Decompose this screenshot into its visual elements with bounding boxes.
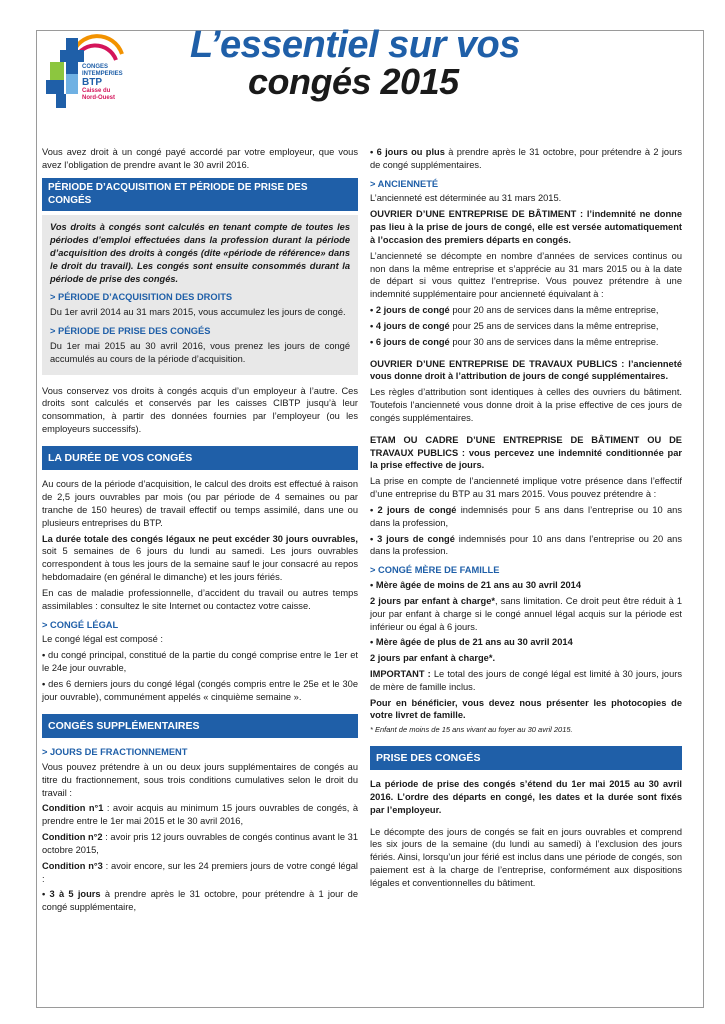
h-fractionnement: > JOURS DE FRACTIONNEMENT [42,746,358,759]
cond2-text: : avoir pris 12 jours ouvrables de congés continus avant le 31 octobre 2015, [42,832,358,855]
intro: Vous avez droit à un congé payé accordé par votre employeur, que vous avez l’obligation de prendre avant le 30 avril 2016. [42,147,358,170]
mere-important [370,668,682,694]
anc-e1-text: indemnisés pour 5 ans dans l’entreprise ou 10 ans dans la profession, [370,504,682,528]
anc-p1: L’ancienneté est déterminée au 31 mars 2015. [370,193,562,204]
anc-i1-bold: 2 jours de congé [375,305,450,316]
left-column [42,146,358,917]
title-line1: L’essentiel sur vos [190,24,520,66]
anc-etam-text: La prise en compte de l’ancienneté implique votre présence dans l’effectif d’une entreprise du BTP au 31 mars 2015. Vous pouvez prétendre à : [370,476,682,500]
prise-text: Du 1er mai 2015 au 30 avril 2016, vous prenez les jours de congé accumulés au cours de la période d’acquisition. [50,340,350,364]
brand-sub1: Caisse du [82,88,111,95]
anc-e2 [370,533,682,559]
h-conge-legal: > CONGÉ LÉGAL [42,619,358,632]
anc-bat-text: L’ancienneté se décompte en nombre d’années de services continus ou non dans la même entreprise et s’apprécie au 31 mars 2015 ou à la date de départ si vous quittez l’entreprise. Vous pouvez prétendre à une indemnité supplémentaire pour ancienneté équivalant à : [370,250,682,300]
duree-p2 [42,533,358,584]
anc-i2 [370,320,682,333]
bar-periodes: PÉRIODE D’ACQUISITION ET PÉRIODE DE PRISE DES CONGÉS [42,178,358,212]
b6 [370,146,682,172]
mere-m1: • Mère âgée de moins de 21 ans au 30 avril 2014 [370,579,682,592]
b35-text: à prendre après le 31 octobre, pour prétendre à 1 jour de congé supplémentaire, [42,889,358,913]
mere-m2p: 2 jours par enfant à charge*. [370,653,496,664]
anc-bat-bold: OUVRIER D’UNE ENTREPRISE DE BÂTIMENT : l’indemnité ne donne pas lieu à la prise de jours de congé, elle est versée automatiquement à l’occasion des premiers départs en congés. [370,209,682,245]
b35-bold: 3 à 5 jours [49,889,101,900]
anc-i3-bold: 6 jours de congé [375,336,450,347]
anc-i3-text: pour 30 ans de services dans la même entreprise. [449,336,659,347]
brand-btp: BTP [82,77,102,89]
page-title [190,26,520,100]
duree-p2-rest: soit 5 semaines de 6 jours du lundi au samedi. Les jours ouvrables correspondent à tous les jours de la semaine sauf le jour consacré au repos hebdomadaire (en général le dimanche) et les jours fériés. [42,546,358,583]
bar-supplementaires: CONGÉS SUPPLÉMENTAIRES [42,714,358,738]
prise-p1: La période de prise des congés s’étend du 1er mai 2015 au 30 avril 2016. L’ordre des départs en congé, les dates et la durée sont fixés par l’employeur. [370,779,682,815]
cond1-label: Condition n°1 [42,803,104,814]
mere-m2: • Mère âgée de plus de 21 ans au 30 avril 2014 [370,636,682,649]
mere-m1p-text: , sans limitation. Ce droit peut être réduit à 1 jour par enfant à charge si le congé annuel légal acquis sur la période est inférieur ou égal à 6 jours. [370,595,682,632]
mere-imp-bold: IMPORTANT : [370,668,431,679]
anc-e2-text: indemnisés pour 10 ans dans l’entreprise ou 20 ans dans la profession. [370,533,682,557]
mere-beneficier: Pour en bénéficier, vous devez nous présenter les photocopies de votre livret de famille. [370,697,682,721]
mere-m1p-bold: 2 jours par enfant à charge* [370,595,495,606]
anc-i2-text: pour 25 ans de services dans la même entreprise, [449,320,659,331]
prise-p2: Le décompte des jours de congés se fait en jours ouvrables et comprend les six jours de la semaine (du lundi au samedi) à l’exclusion des jours fériés. Ainsi, lorsqu’un jour férié est inclus dans une période de congés, son paiement est à la charge de l’entreprise, conformément aux dispositions légales et conventionnelles du bâtiment. [370,826,682,888]
cond3-text: : avoir encore, sur les 24 premiers jours de votre congé légal : [42,860,358,884]
anc-e1 [370,504,682,530]
duree-p1: Au cours de la période d’acquisition, le calcul des droits est effectué à raison de 2,5 jours ouvrables par mois (ou par période de 4 semaines ou par tranche de 150 heures) de travail effectif ou temps assimilé, dans une ou plusieurs entreprises du BTP. [42,479,358,528]
bar-prise: PRISE DES CONGÉS [370,746,682,770]
anc-e2-bold: 3 jours de congé [377,533,455,544]
mere-imp-text: Le total des jours de congé légal est limité à 30 jours, jours de mère de famille inclus. [370,668,682,692]
acquisition-text: Du 1er avril 2014 au 31 mars 2015, vous accumulez les jours de congé. [50,307,346,318]
duree-p2-bold: La durée totale des congés légaux ne peut excéder 30 jours ouvrables, [42,533,358,544]
cond2 [42,831,358,857]
anc-tp-text: Les règles d’attribution sont identiques à celles des ouvriers du bâtiment. Toutefois l’ancienneté vous donne droit à la prise effective de ces jours de congés supplémentaires. [370,387,682,423]
brand-sub2: Nord-Ouest [82,94,115,101]
h-prise: > PÉRIODE DE PRISE DES CONGÉS [50,325,350,338]
b6-text: à prendre après le 31 octobre, pour prétendre à 2 jours de congé supplémentaires. [370,147,682,170]
legal-b2: • des 6 derniers jours du congé légal (congés compris entre le 25e et le 30e jour ouvrable), communément appelés « cinquième semaine ». [42,678,358,704]
bar-duree: LA DURÉE DE VOS CONGÉS [42,446,358,470]
anc-e1-bold: 2 jours de congé [377,504,457,515]
cond3-label: Condition n°3 [42,860,103,871]
box-p1: Vos droits à congés sont calculés en tenant compte de toutes les périodes d’emploi effectuées dans la profession durant la période d’acquisition des droits à congés (dite «période de référence» dans le droit du travail). Les congés sont ensuite consommés durant la période de prise des congés. [50,222,350,284]
h-anciennete: > ANCIENNETÉ [370,178,682,191]
mere-note: * Enfant de moins de 15 ans vivant au foyer au 30 avril 2015. [370,725,573,735]
anc-tp-bold: OUVRIER D’UNE ENTREPRISE DE TRAVAUX PUBLICS : l’ancienneté vous donne droit à l’attribution de jours de congé supplémentaires. [370,358,682,382]
b35 [42,888,358,914]
duree-p3: En cas de maladie professionnelle, d’accident du travail ou autres temps assimilables : consultez le site Internet ou contactez votre caisse. [42,587,358,611]
cond3 [42,860,358,886]
conservez-text: Vous conservez vos droits à congés acquis d’un employeur à l’autre. Ces droits sont calculés et conservés par les caisses CIBTP jusqu’à leur consommation, à partir des données fournies par l’employeur (ou les employeurs successifs). [42,385,358,435]
brand-text [82,64,123,101]
brand-line1: CONGES [82,64,109,70]
h-mere-famille: > CONGÉ MÈRE DE FAMILLE [370,564,682,577]
cond2-label: Condition n°2 [42,832,103,843]
anc-i3 [370,336,682,349]
anc-etam-bold: ETAM OU CADRE D’UNE ENTREPRISE DE BÂTIMENT OU DE TRAVAUX PUBLICS : vous percevez une indemnité conditionnée par la prise effective de jours. [370,434,682,471]
legal-b1: • du congé principal, constitué de la partie du congé comprise entre le 1er et le 24e jour ouvrable, [42,649,358,675]
anc-i1-text: pour 20 ans de services dans la même entreprise, [449,305,659,316]
periodes-box [42,215,358,374]
b6-bold: 6 jours ou plus [376,147,445,157]
cond1-text: : avoir acquis au minimum 15 jours ouvrables de congés, à prendre entre le 1er mai 2015 et le 30 avril 2016, [42,803,358,827]
legal-intro: Le congé légal est composé : [42,634,163,645]
mere-m1p [370,595,682,633]
h-acquisition: > PÉRIODE D’ACQUISITION DES DROITS [50,291,350,304]
brand-line2: INTEMPERIES [82,70,123,77]
title-line2: congés 2015 [248,61,459,102]
anc-i2-bold: 4 jours de congé [375,320,450,331]
frac-p: Vous pouvez prétendre à un ou deux jours supplémentaires de congés au titre du fractionnement, sous trois conditions cumulatives selon le droit du travail : [42,761,358,798]
right-column [370,146,682,893]
anc-i1 [370,304,682,317]
cond1 [42,802,358,828]
